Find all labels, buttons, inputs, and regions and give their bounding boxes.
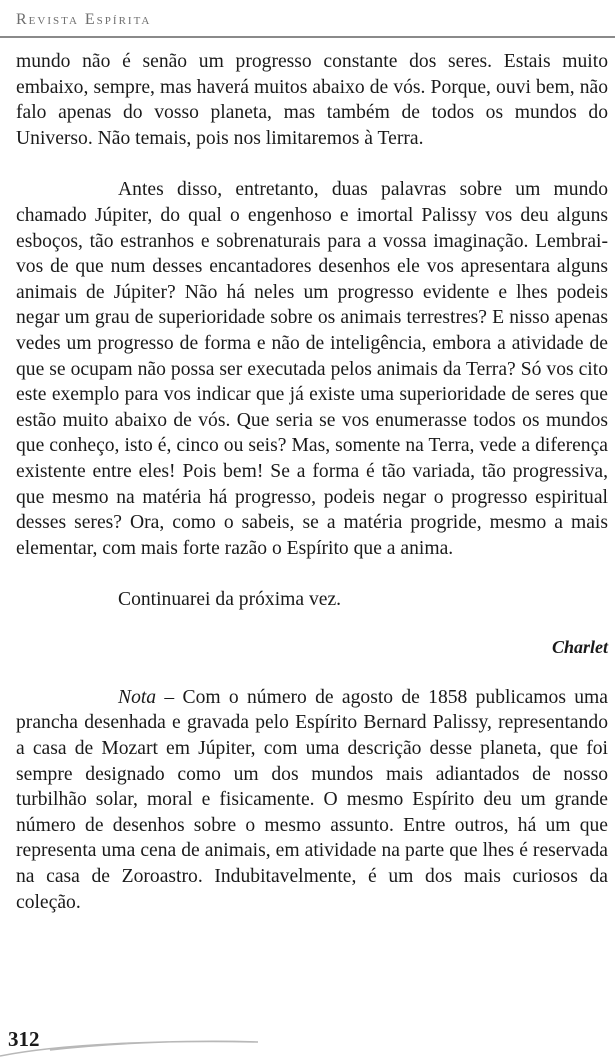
paragraph-closing: Continuarei da próxima vez. [118, 589, 342, 611]
page-body [16, 49, 608, 915]
running-head-title: Revista Espírita [16, 11, 152, 28]
paragraph-note [16, 685, 608, 915]
paragraph-continuation: mundo não é senão um progresso constante dos seres. Estais muito embaixo, sempre, mas haverá muitos abaixo de vós. Porque, ouvi bem, não falo apenas do vosso planeta, mas também de todos os mundos do Universo. Não temais, pois nos limitaremos à Terra. [16, 51, 608, 149]
page-number: 312 [8, 1027, 40, 1051]
note-label: Nota [118, 686, 157, 708]
paragraph-jupiter: Antes disso, entretanto, duas palavras sobre um mundo chamado Júpiter, do qual o engenhoso e imortal Palissy vos deu alguns esboços, tão estranhos e sobrenaturais para a vossa imaginação. Lembrai-vos de que num desses encantadores desenhos ele vos apresentara alguns animais de Júpiter? Não há neles um progresso evidente e lhes podeis negar um grau de superioridade sobre os animais terrestres? E nisso apenas vedes um progresso de forma e não de inteligência, embora a atividade de que se ocupam não possa ser executada pelos animais da Terra? Só vos cito este exemplo para vos indicar que já existe uma superioridade de seres que estão muito abaixo de vós. Que seria se vos enumerasse todos os mundos que conheço, isto é, cinco ou seis? Mas, somente na Terra, vede a diferença existente entre eles! Pois bem! Se a forma é tão variada, tão progressiva, que mesmo na matéria há progresso, podeis negar o progresso espiritual desses seres? Ora, como o sabeis, se a matéria progride, mesmo a mais elementar, com mais forte razão o Espírito que a anima. [16, 179, 608, 559]
footer-ornament [0, 1034, 260, 1058]
author-signature: Charlet [551, 636, 608, 657]
header-rule [0, 36, 615, 38]
note-text: – Com o número de agosto de 1858 publicamos uma prancha desenhada e gravada pelo Espírito Bernard Palissy, representando a casa de Mozart em Júpiter, com uma descrição desse planeta, que foi sempre designado como um dos mundos mais adiantados de nosso turbilhão solar, moral e fisicamente. O mesmo Espírito deu um grande número de desenhos sobre o mesmo assunto. Entre outros, há um que representa uma cena de animais, em atividade na parte que lhes é reservada na casa de Zoroastro. Indubitavelmente, é um dos mais curiosos da coleção. [16, 686, 608, 913]
